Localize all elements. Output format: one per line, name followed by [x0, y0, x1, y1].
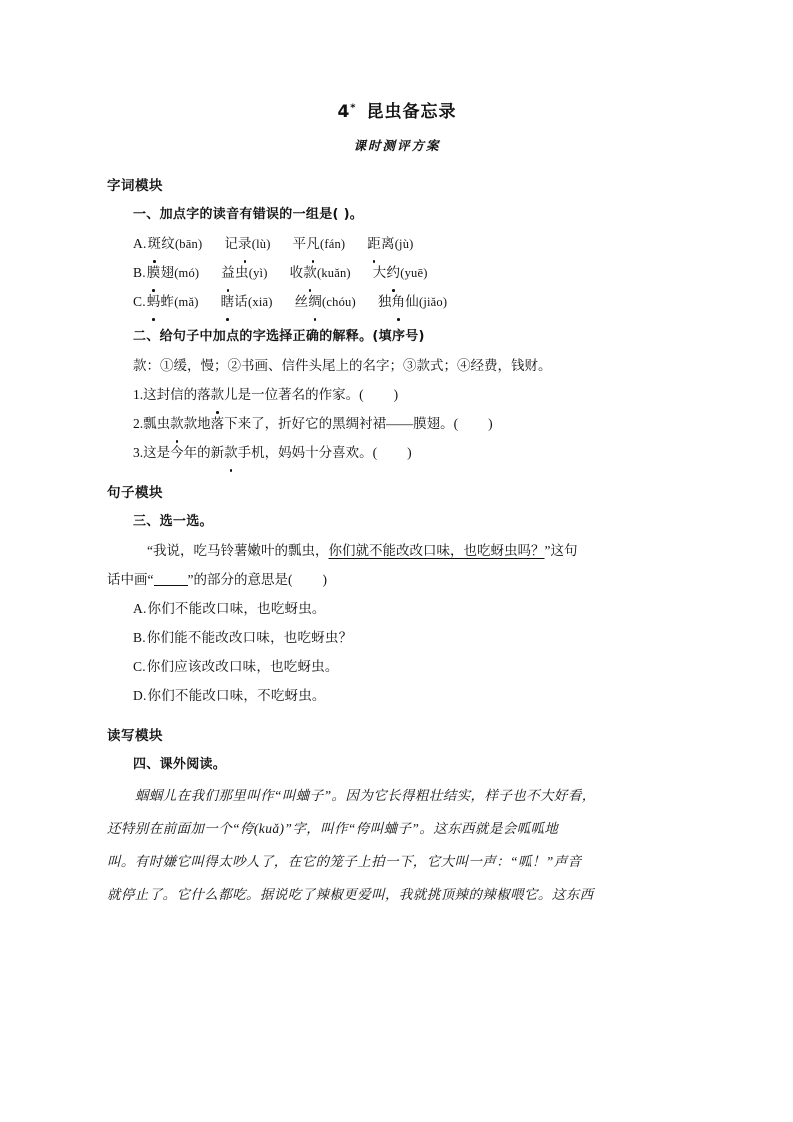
- pinyin: (mó): [174, 265, 200, 280]
- sentence-part: 手机，妈妈十分喜欢。(: [237, 444, 378, 460]
- passage-text: 叫。有时嫌它叫得太吵人了，在它的笼子上拍一下，它大叫一声：“呱！”声音: [107, 853, 582, 869]
- sentence-number: 2.: [133, 415, 144, 431]
- option-label: A.: [133, 235, 147, 251]
- dotted-char: 款: [170, 409, 184, 438]
- star-mark: *: [350, 102, 357, 114]
- dotted-char: 瞎: [221, 287, 235, 316]
- dotted-char: 距: [367, 229, 381, 258]
- dotted-char: 绸: [308, 287, 322, 316]
- pinyin: (mǎ): [174, 294, 199, 309]
- paren-close: ): [488, 415, 493, 431]
- option-text: 你们不能改口味，不吃蚜虫。: [147, 687, 326, 703]
- dotted-char: 录: [238, 229, 252, 258]
- option-label: B.: [133, 264, 146, 280]
- dotted-char: 款: [303, 258, 317, 287]
- passage-text: 蝈蝈儿在我们那里叫作“叫蛐子”。因为它长得粗壮结实，样子也不大好看，: [135, 787, 596, 803]
- module-heading-vocabulary: 字词模块: [107, 177, 163, 194]
- option-label: D.: [133, 687, 147, 703]
- lesson-number: 4*: [337, 102, 357, 122]
- question-3-option-d[interactable]: [107, 681, 687, 710]
- passage-line: [107, 812, 687, 845]
- pinyin: (fán): [319, 236, 346, 251]
- word-prefix: 收: [289, 264, 304, 280]
- word-suffix: 纹: [161, 235, 175, 251]
- word-prefix: 独: [377, 293, 392, 309]
- passage-text: 就停止了。它什么都吃。据说吃了辣椒更爱叫，我就挑顶辣的辣椒喂它。这东西: [107, 886, 594, 902]
- question-2-definitions: 款：①缓，慢；②书画、信件头尾上的名字；③款式；④经费，钱财。: [133, 357, 552, 373]
- pinyin: (jiǎo): [418, 294, 448, 309]
- question-3-option-a[interactable]: [107, 594, 687, 623]
- word-prefix: 记: [224, 235, 239, 251]
- paren-close: ): [393, 386, 399, 402]
- dotted-char: 斑: [148, 229, 162, 258]
- paren-close: ): [407, 444, 412, 460]
- question-3-option-c[interactable]: [107, 652, 687, 681]
- underline-mark: [154, 585, 188, 586]
- word-prefix: 丝: [294, 293, 309, 309]
- word-suffix: 虫: [235, 264, 249, 280]
- question-4-heading: 四、课外阅读。: [133, 756, 227, 772]
- module-heading-reading-writing: 读写模块: [107, 727, 163, 744]
- dotted-char: 益: [221, 258, 235, 287]
- word-suffix: 离: [380, 235, 395, 251]
- sentence-part: 瓢虫: [143, 415, 171, 431]
- lesson-title-text: 昆虫备忘录: [366, 102, 457, 122]
- pinyin: (yì): [248, 265, 268, 280]
- passage-line: [107, 845, 687, 878]
- question-3-heading: 三、选一选。: [133, 513, 213, 529]
- option-text: 你们应该改改口味，也吃蚜虫。: [146, 658, 339, 674]
- dotted-char: 款: [224, 438, 238, 467]
- page-title: [107, 100, 687, 126]
- word-suffix: 话: [234, 293, 248, 309]
- page-subtitle: 课时测评方案: [353, 138, 441, 153]
- question-2-sentence-1: [107, 380, 687, 409]
- dotted-char: 款: [211, 380, 225, 409]
- option-text: 你们能不能改改口味，也吃蚜虫？: [146, 629, 353, 645]
- reading-passage: [107, 779, 687, 911]
- question-3-stem-line-1: [107, 536, 687, 565]
- word-suffix: 蚱: [160, 293, 175, 309]
- option-text: 你们不能改口味，也吃蚜虫。: [147, 600, 326, 616]
- option-label: C.: [133, 658, 146, 674]
- dotted-char: 角: [392, 287, 406, 316]
- stem-text: 话中画“: [107, 571, 154, 587]
- question-1-heading: 一、加点字的读音有错误的一组是( )。: [133, 206, 364, 222]
- sentence-part: 这封信的落: [143, 386, 211, 402]
- word-suffix: 仙: [405, 293, 419, 309]
- word-prefix: 平: [292, 235, 307, 251]
- passage-text: 还特别在前面加一个“侉(kuǎ)”字，叫作“侉叫蛐子”。这东西就是会呱呱地: [107, 820, 559, 836]
- paren-close: ): [322, 571, 327, 587]
- dotted-char: 膜: [147, 258, 161, 287]
- stem-text: ”这句: [544, 542, 578, 558]
- stem-underlined-text: 你们就不能改改口味，也吃蚜虫吗？: [328, 542, 545, 558]
- passage-line: [107, 779, 687, 812]
- pinyin: (jù): [394, 236, 414, 251]
- question-3-option-b[interactable]: [107, 623, 687, 652]
- pinyin: (lù): [251, 236, 271, 251]
- sentence-number: 1.: [133, 386, 144, 402]
- pinyin: (yuē): [400, 265, 428, 280]
- sentence-part: 款地落下来了，折好它的黑绸衬裙——膜翅。(: [183, 415, 459, 431]
- dotted-char: 蚂: [147, 287, 161, 316]
- pinyin: (bān): [174, 236, 203, 251]
- sentence-part: 儿是一位著名的作家。(: [224, 386, 364, 402]
- question-2-sentence-2: [107, 409, 687, 438]
- question-3-stem-line-2: [107, 565, 687, 594]
- question-1-option-a: [107, 229, 687, 258]
- question-1-option-c: [107, 287, 687, 316]
- question-2-heading: 二、给句子中加点的字选择正确的解释。(填序号): [133, 328, 425, 344]
- option-label: A.: [133, 600, 147, 616]
- question-1-option-b: [107, 258, 687, 287]
- word-prefix: 大: [372, 264, 387, 280]
- passage-line: [107, 878, 687, 911]
- stem-text: ”的部分的意思是(: [187, 571, 293, 587]
- pinyin: (chóu): [322, 294, 356, 309]
- sentence-number: 3.: [133, 444, 144, 460]
- pinyin: (kuǎn): [316, 265, 351, 280]
- dotted-char: 约: [387, 258, 401, 287]
- sentence-part: 这是今年的新: [143, 444, 225, 460]
- stem-text: “我说，吃马铃薯嫩叶的瓢虫，: [147, 542, 329, 558]
- question-2-sentence-3: [107, 438, 687, 467]
- option-label: C.: [133, 293, 146, 309]
- pinyin: (xiā): [248, 294, 273, 309]
- module-heading-sentence: 句子模块: [107, 484, 163, 501]
- page-content: [107, 100, 687, 911]
- word-suffix: 翅: [160, 264, 175, 280]
- option-label: B.: [133, 629, 146, 645]
- dotted-char: 凡: [306, 229, 320, 258]
